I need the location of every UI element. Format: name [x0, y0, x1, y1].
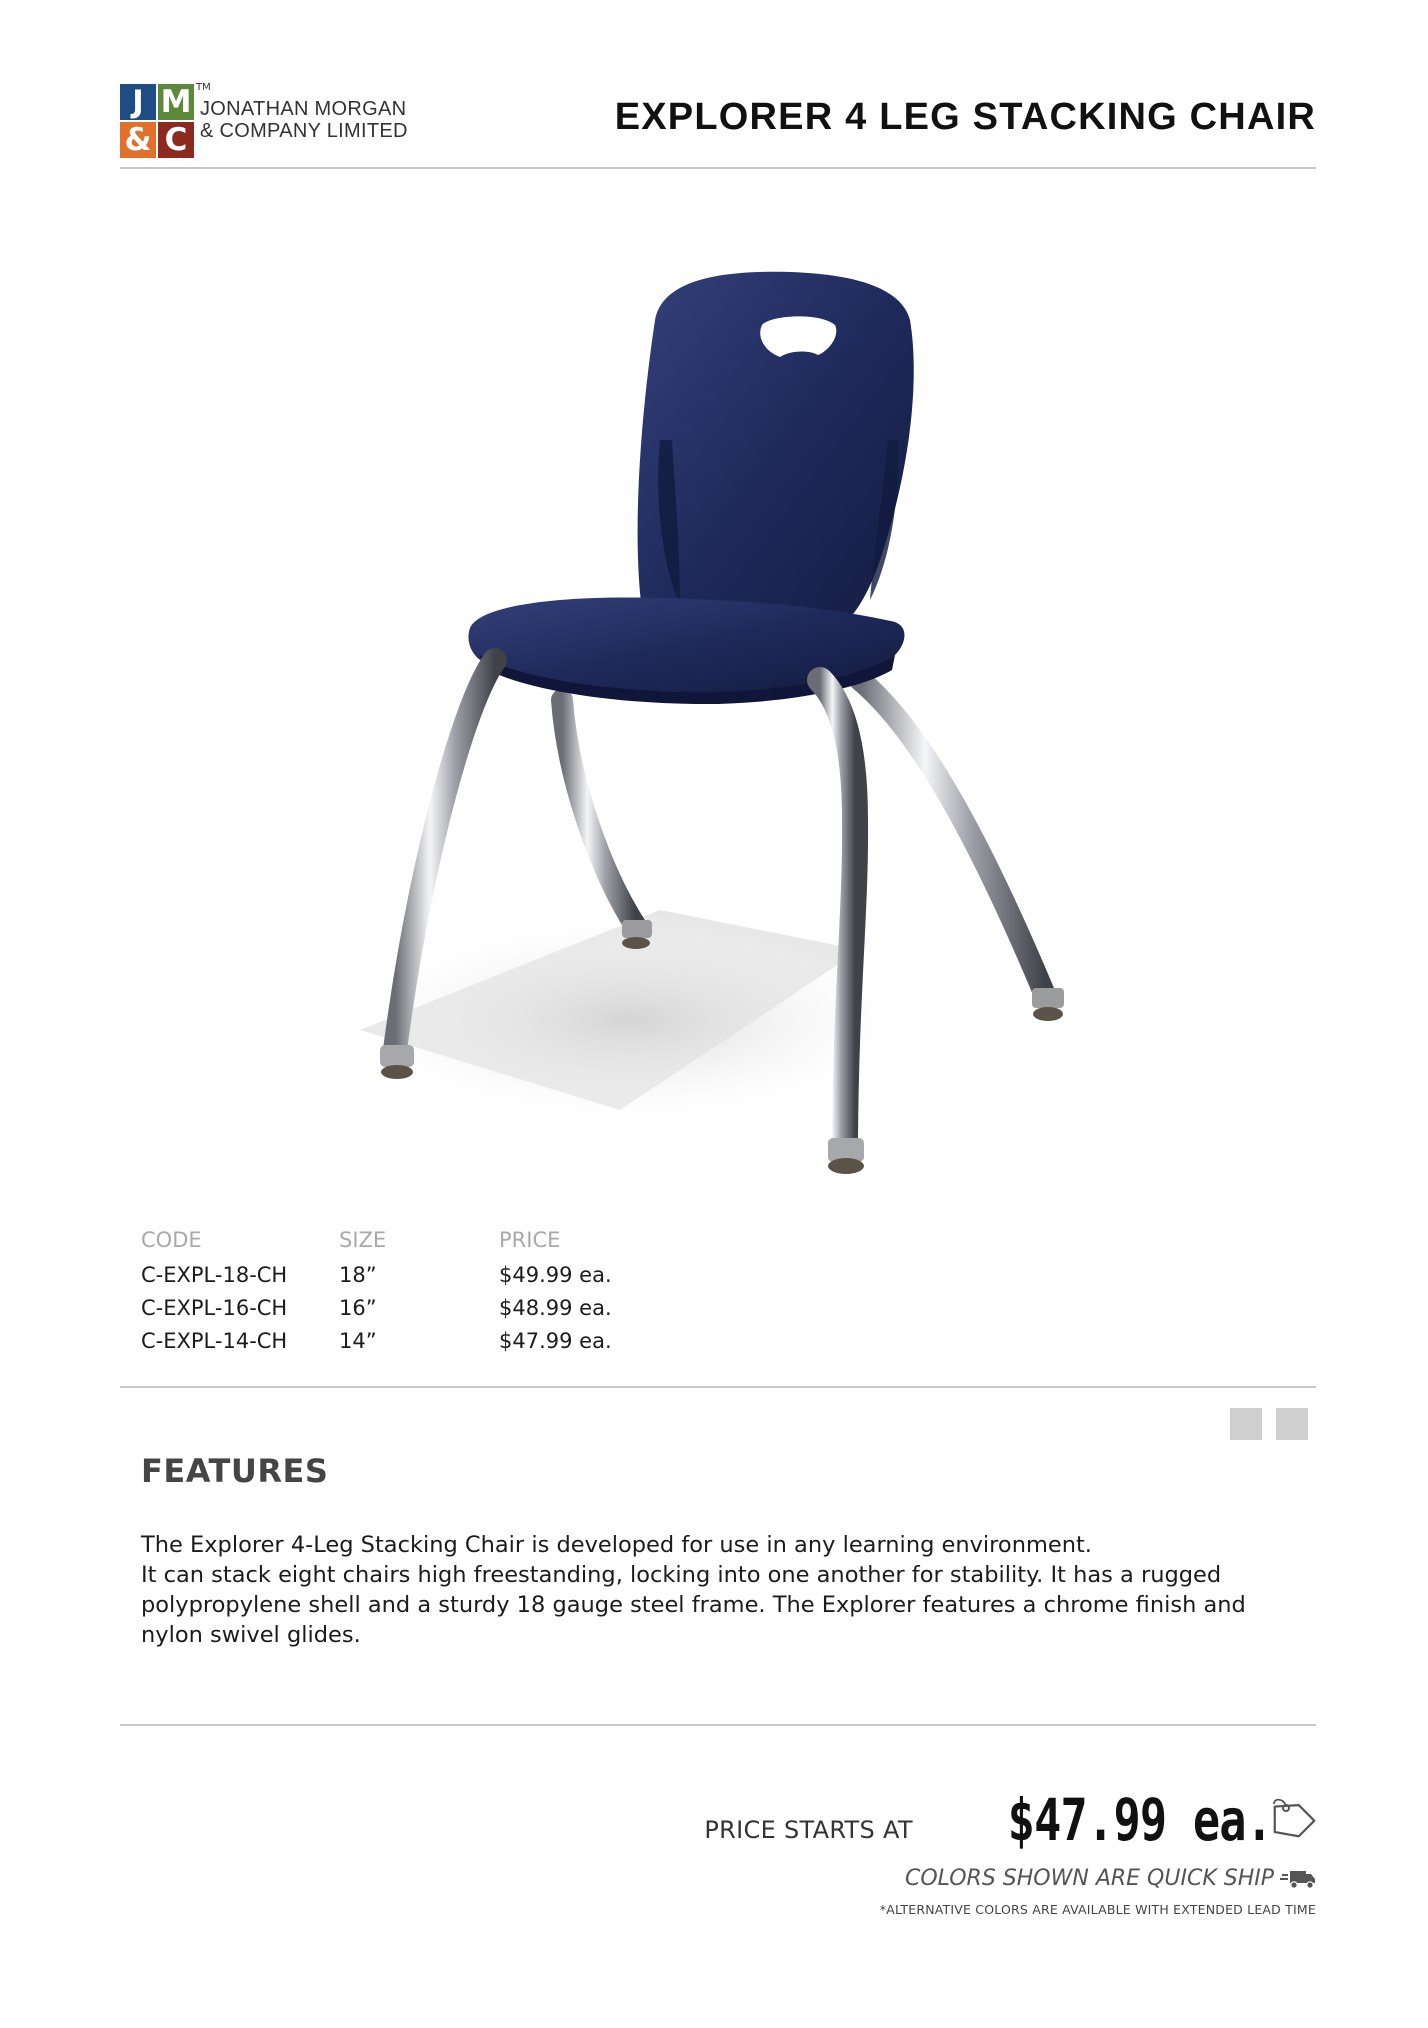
- price-value: $47.99 ea.: [1007, 1786, 1272, 1854]
- features-description: [141, 1530, 1281, 1650]
- spec-table-header: [141, 1222, 699, 1258]
- cell-code: C-EXPL-14-CH: [141, 1328, 288, 1353]
- header-price: PRICE: [499, 1228, 561, 1252]
- cell-price: $47.99 ea.: [499, 1328, 612, 1353]
- cell-price: $49.99 ea.: [499, 1262, 612, 1287]
- quick-ship-note: [905, 1866, 1316, 1891]
- features-divider: [120, 1724, 1316, 1726]
- cell-size: 16”: [339, 1295, 377, 1320]
- color-swatch[interactable]: [1276, 1408, 1308, 1440]
- extended-lead-time-note: *ALTERNATIVE COLORS ARE AVAILABLE WITH EXTENDED LEAD TIME: [879, 1902, 1316, 1917]
- logo-letter-c: C: [158, 122, 194, 158]
- header-divider: [120, 167, 1316, 169]
- cell-code: C-EXPL-16-CH: [141, 1295, 288, 1320]
- logo-letter-amp: &: [120, 122, 156, 158]
- table-row: [141, 1324, 699, 1357]
- logo-trademark: TM: [196, 82, 211, 93]
- table-row: [141, 1258, 699, 1291]
- price-starts: [704, 1782, 1318, 1852]
- quick-ship-text: COLORS SHOWN ARE QUICK SHIP: [904, 1866, 1274, 1891]
- company-logo: [120, 84, 420, 160]
- features-line-1: The Explorer 4-Leg Stacking Chair is developed for use in any learning environment.: [141, 1532, 1092, 1558]
- color-swatch[interactable]: [1230, 1408, 1262, 1440]
- table-divider: [120, 1386, 1316, 1388]
- logo-mark: [120, 84, 194, 158]
- features-heading: FEATURES: [141, 1452, 329, 1490]
- truck-icon: [1280, 1868, 1316, 1890]
- header-size: SIZE: [339, 1228, 387, 1252]
- logo-letter-j: J: [120, 84, 156, 120]
- cell-price: $48.99 ea.: [499, 1295, 612, 1320]
- company-name: [200, 98, 408, 142]
- cell-code: C-EXPL-18-CH: [141, 1262, 288, 1287]
- page-title: EXPLORER 4 LEG STACKING CHAIR: [614, 96, 1316, 138]
- back-left-leg: [562, 700, 635, 925]
- logo-letter-m: M: [158, 84, 194, 120]
- spec-table: [141, 1222, 699, 1357]
- company-name-line1: JONATHAN MORGAN: [200, 98, 407, 120]
- company-name-line2: & COMPANY LIMITED: [200, 120, 408, 142]
- cell-size: 14”: [339, 1328, 377, 1353]
- header-code: CODE: [141, 1228, 202, 1252]
- features-line-2: It can stack eight chairs high freestanding, locking into one another for stability. It has a rugged polypropylene shell and a sturdy 18 gauge steel frame. The Explorer features a chrome finish and nylon swivel glides.: [141, 1562, 1246, 1648]
- cell-size: 18”: [339, 1262, 377, 1287]
- back-right-leg: [860, 680, 1045, 995]
- chair-image: [300, 260, 1140, 1220]
- table-row: [141, 1291, 699, 1324]
- price-label: PRICE STARTS AT: [704, 1816, 913, 1844]
